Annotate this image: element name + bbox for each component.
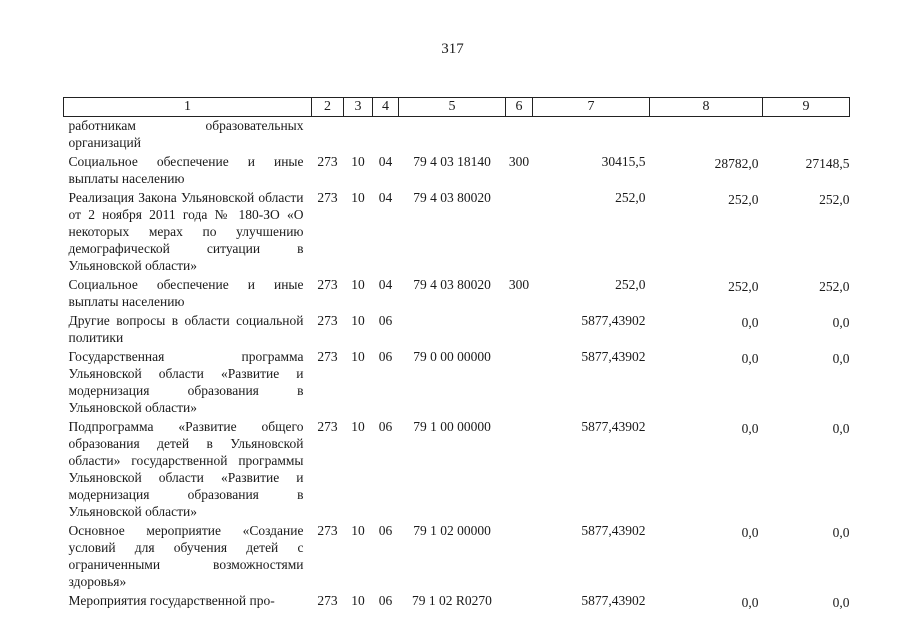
header-col-1: 1 (64, 98, 312, 117)
row-amount-3: 252,0 (819, 192, 850, 207)
row-amount-1: 252,0 (615, 277, 646, 292)
table-row (64, 348, 850, 418)
row-amount-1: 30415,5 (601, 154, 646, 169)
page-number: 317 (441, 41, 464, 57)
row-amount-2: 252,0 (728, 192, 759, 207)
row-amount-3: 0,0 (832, 595, 850, 610)
row-target-article: 79 1 02 R0270 (412, 593, 492, 608)
row-expense-type: 300 (508, 154, 530, 169)
budget-table (63, 97, 850, 613)
row-section-code: 10 (351, 154, 365, 169)
header-col-8: 8 (650, 98, 763, 117)
row-admin-code: 273 (317, 419, 338, 434)
row-amount-3: 0,0 (832, 525, 850, 540)
row-section-code: 10 (351, 313, 365, 328)
row-amount-2: 0,0 (741, 525, 759, 540)
table-header-row (64, 98, 850, 117)
table-row (64, 592, 850, 613)
row-target-article: 79 4 03 80020 (413, 277, 491, 292)
row-section-code: 10 (351, 349, 365, 364)
row-amount-2: 0,0 (741, 421, 759, 436)
row-expense-type (506, 189, 533, 276)
row-expense-type (506, 592, 533, 613)
row-admin-code: 273 (317, 313, 338, 328)
row-expense-type (506, 418, 533, 522)
header-col-2: 2 (312, 98, 344, 117)
row-amount-1: 5877,43902 (581, 419, 646, 434)
row-target-article (399, 312, 506, 348)
row-section-code: 10 (351, 523, 365, 538)
row-amount-2: 28782,0 (714, 156, 759, 171)
row-subsection-code: 04 (378, 190, 393, 205)
row-subsection-code: 06 (378, 313, 393, 328)
row-target-article: 79 4 03 18140 (413, 154, 491, 169)
row-name: Социальное обеспечение и иные выплаты населению (68, 154, 304, 186)
header-col-7: 7 (533, 98, 650, 117)
row-admin-code: 273 (317, 523, 338, 538)
row-subsection-code: 06 (378, 593, 393, 608)
row-target-article: 79 0 00 00000 (413, 349, 491, 364)
row-admin-code: 273 (317, 593, 338, 608)
row-target-article: 79 1 02 00000 (413, 523, 491, 538)
row-amount-2 (650, 117, 763, 154)
row-amount-2: 252,0 (728, 279, 759, 294)
row-admin-code (312, 117, 344, 154)
row-expense-type (506, 117, 533, 154)
row-name: Другие вопросы в области социальной политики (68, 313, 304, 345)
row-subsection-code: 04 (378, 277, 393, 292)
row-amount-1: 5877,43902 (581, 593, 646, 608)
table-row (64, 117, 850, 154)
row-target-article (399, 117, 506, 154)
row-amount-1: 252,0 (615, 190, 646, 205)
header-col-6: 6 (506, 98, 533, 117)
header-col-5: 5 (399, 98, 506, 117)
row-section-code: 10 (351, 277, 365, 292)
row-name: Подпрограмма «Развитие общего образования детей в Ульяновской области» государственной программы Ульяновской области «Развитие и модернизация образования в Ульяновской области» (68, 419, 304, 519)
row-expense-type (506, 312, 533, 348)
row-amount-2: 0,0 (741, 595, 759, 610)
row-subsection-code: 06 (378, 349, 393, 364)
header-col-3: 3 (344, 98, 373, 117)
row-amount-3: 0,0 (832, 351, 850, 366)
row-amount-3: 252,0 (819, 279, 850, 294)
row-admin-code: 273 (317, 154, 338, 169)
row-section-code: 10 (351, 593, 365, 608)
row-subsection-code: 06 (378, 523, 393, 538)
row-section-code: 10 (351, 419, 365, 434)
table-row (64, 312, 850, 348)
row-expense-type (506, 348, 533, 418)
row-target-article: 79 1 00 00000 (413, 419, 491, 434)
row-amount-1: 5877,43902 (581, 313, 646, 328)
row-amount-1: 5877,43902 (581, 523, 646, 538)
row-amount-3 (763, 117, 850, 154)
row-amount-1: 5877,43902 (581, 349, 646, 364)
row-section-code: 10 (351, 190, 365, 205)
row-target-article: 79 4 03 80020 (413, 190, 491, 205)
row-admin-code: 273 (317, 190, 338, 205)
row-amount-3: 0,0 (832, 315, 850, 330)
table-row (64, 418, 850, 522)
row-name: работникам образовательных организаций (68, 118, 304, 150)
row-admin-code: 273 (317, 349, 338, 364)
table-row (64, 153, 850, 189)
row-expense-type: 300 (508, 277, 530, 292)
table-row (64, 276, 850, 312)
row-subsection-code: 04 (378, 154, 393, 169)
row-section-code (344, 117, 373, 154)
row-name: Социальное обеспечение и иные выплаты населению (68, 277, 304, 309)
row-amount-2: 0,0 (741, 351, 759, 366)
row-amount-2: 0,0 (741, 315, 759, 330)
row-name: Государственная программа Ульяновской области «Развитие и модернизация образования в Ульяновской области» (68, 349, 304, 415)
row-name: Реализация Закона Ульяновской области от 2 ноября 2011 года № 180-ЗО «О некоторых мерах по улучшению демографической ситуации в Ульяновской области» (68, 190, 304, 273)
header-col-9: 9 (763, 98, 850, 117)
row-name: Основное мероприятие «Создание условий для обучения детей с ограниченными возможностями здоровья» (68, 523, 304, 589)
header-col-4: 4 (373, 98, 399, 117)
row-admin-code: 273 (317, 277, 338, 292)
row-amount-1 (533, 117, 650, 154)
row-amount-3: 27148,5 (805, 156, 850, 171)
table-row (64, 189, 850, 276)
row-name: Мероприятия государственной про- (68, 593, 275, 608)
row-expense-type (506, 522, 533, 592)
table-body (64, 117, 850, 614)
row-amount-3: 0,0 (832, 421, 850, 436)
row-subsection-code (373, 117, 399, 154)
row-subsection-code: 06 (378, 419, 393, 434)
table-row (64, 522, 850, 592)
